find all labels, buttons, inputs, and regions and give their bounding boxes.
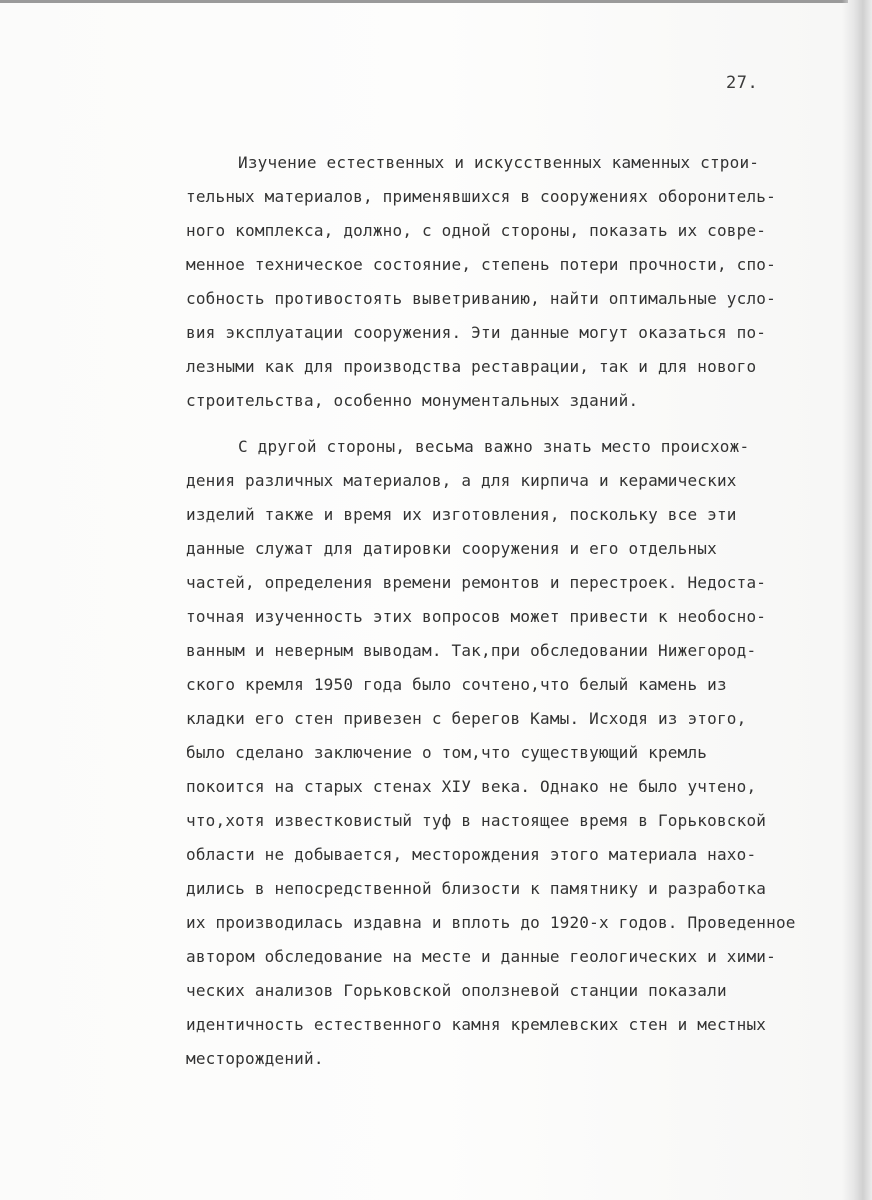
paragraph-line: собность противостоять выветриванию, найти оптимальные усло- [186,289,776,308]
page-binding-shadow [842,0,872,1200]
paragraph-1 [186,146,826,418]
page-top-edge [0,0,848,3]
paragraph-line: частей, определения времени ремонтов и перестроек. Недоста- [186,573,767,592]
paragraph-line: идентичность естественного камня кремлевских стен и местных [186,1015,767,1034]
paragraph-line: автором обследование на месте и данные геологических и хими- [186,947,776,966]
paragraph-line: кладки его стен привезен с берегов Камы. Исходя из этого, [186,709,747,728]
paragraph-line: покоится на старых стенах XIУ века. Однако не было учтено, [186,777,757,796]
paragraph-line: ческих анализов Горьковской оползневой станции показали [186,981,727,1000]
paragraph-line: менное техническое состояние, степень потери прочности, спо- [186,255,776,274]
paragraph-line: дились в непосредственной близости к памятнику и разработка [186,879,767,898]
page-number: 27. [726,73,759,93]
paragraph-line: лезными как для производства реставрации, так и для нового [186,357,757,376]
paragraph-line: ного комплекса, должно, с одной стороны, показать их совре- [186,221,767,240]
paragraph-line: было сделано заключение о том,что существующий кремль [186,743,708,762]
paragraph-line: тельных материалов, применявшихся в сооружениях оборонитель- [186,187,776,206]
paragraph-line: их производилась издавна и вплоть до 1920-х годов. Проведенное [186,913,796,932]
paragraph-line: С другой стороны, весьма важно знать место происхож- [238,437,750,456]
paragraph-line: изделий также и время их изготовления, поскольку все эти [186,505,737,524]
paragraph-line: ванным и неверным выводам. Так,при обследовании Нижегород- [186,641,757,660]
paragraph-line: вия эксплуатации сооружения. Эти данные могут оказаться по- [186,323,767,342]
paragraph-line: дения различных материалов, а для кирпича и керамических [186,471,737,490]
paragraph-line: Изучение естественных и искусственных каменных строи- [238,153,760,172]
paragraph-line: данные служат для датировки сооружения и его отдельных [186,539,717,558]
paragraph-line: точная изученность этих вопросов может привести к необосно- [186,607,767,626]
paragraph-2 [186,430,826,1076]
paragraph-line: области не добывается, месторождения этого материала нахо- [186,845,757,864]
paragraph-line: что,хотя известковистый туф в настоящее время в Горьковской [186,811,767,830]
paragraph-line: строительства, особенно монументальных зданий. [186,391,639,410]
paragraph-line: месторождений. [186,1049,324,1068]
paragraph-line: ского кремля 1950 года было сочтено,что белый камень из [186,675,727,694]
